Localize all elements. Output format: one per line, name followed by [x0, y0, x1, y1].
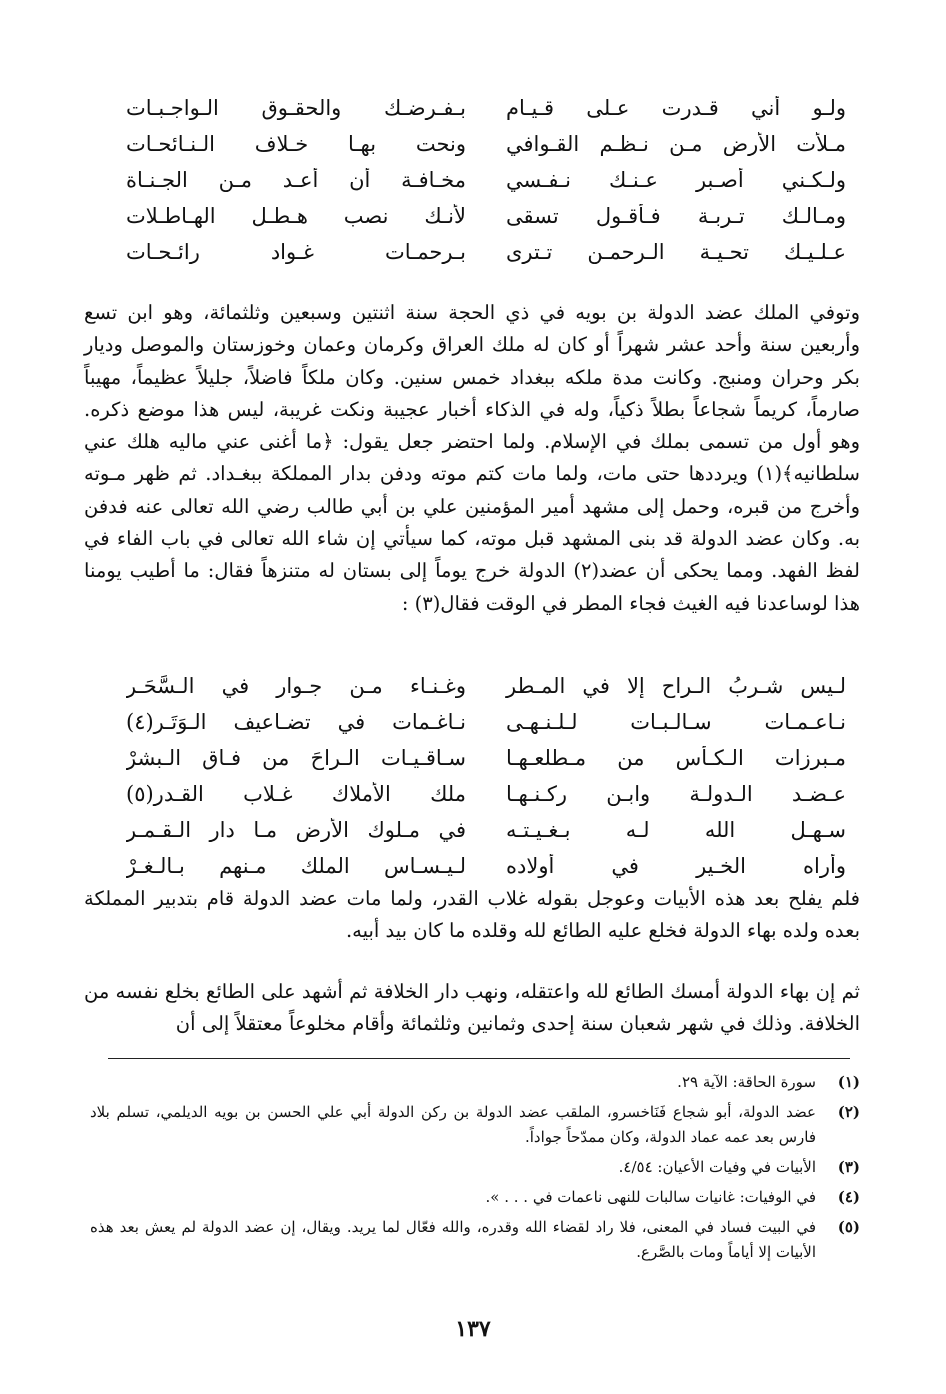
verse-second-hemistich: لأنـك نصب هـطـل الهـاطـلات: [126, 204, 466, 228]
footnote-text: سورة الحاقة: الآية ٢٩.: [677, 1073, 816, 1091]
footnote-number: (٥): [837, 1218, 860, 1236]
verse-line: [126, 704, 846, 740]
footnote-number: (٣): [837, 1158, 860, 1176]
paragraph-text: وتوفي الملك عضد الدولة بن بويه في ذي الحجة سنة اثنتين وسبعين وثلثمائة، وهو ابن تسع وأربعين سنة وأحد عشر شهراً أو كان له ملك العراق وكرمان وعمان وخوزستان والموصل وديار بكر وحران ومنبج. وكانت مدة ملكه ببغداد خمس سنين. وكان ملكاً فاضلاً، جليلاً عظيماً، مهيباً صارماً، كريماً شجاعاً بطلاً ذكياً، وله في الذكاء أخبار عجيبة ونكت غريبة، ليس هذا موضع ذكره. وهو أول من تسمى بملك في الإسلام. ولما احتضر جعل يقول: ﴿ما أغنى عني ماليه هلك عني سلطانيه﴾(١) ويرددها حتى مات، ولما مات كتم موته ودفن بدار المملكة ببغـداد. ثم ظهر مـوته وأخرج من قبره، وحمل إلى مشهد أمير المؤمنين علي بن أبي طالب رضي الله تعالى عنه فدفن به. وكان عضد الدولة قد بنى المشهد قبل موته، كما سيأتي إن شاء الله تعالى في باب الفاء في لفظ الفهد. ومما يحكى أن عضد(٢) الدولة خرج يوماً إلى بستان له متنزهاً فقال: ما أطيب يومنا هذا لوساعدنا فيه الغيث فجاء المطر في الوقت فقال(٣) :: [84, 301, 860, 615]
verse-second-hemistich: لـيـسـاس الملك مـنهم بـالـغـرْ: [126, 854, 466, 878]
verse-second-hemistich: ونحت بهـا خـلاف الـنـائحـات: [126, 132, 466, 156]
verse-second-hemistich: نـاغـمات في تضـاعيف الـوَتَـر(٤): [126, 710, 466, 734]
footnote-text: عضد الدولة، أبو شجاع فَنَاخسرو، الملقب عضد الدولة بن ركن الدولة أبي علي الحسن بن بويه الديلمي، تسلم بلاد فارس بعد عمه عماد الدولة، وكان ممدّحاً جواداً.: [90, 1103, 816, 1146]
verse-second-hemistich: بـرحمـات غـواد رائـحـات: [126, 240, 466, 264]
verse-line: [126, 740, 846, 776]
paragraph-text: فلم يفلح بعد هذه الأبيات وعوجل بقوله غلاب القدر، ولما مات عضد الدولة قام بتدبير المملكة بعده ولده بهاء الدولة فخلع عليه الطائع لله وقلده ما كان بيد أبيه.: [84, 887, 860, 943]
verse-first-hemistich: لـيس شـربُ الـراح إلا في المـطر: [506, 674, 846, 698]
verse-line: [126, 198, 846, 234]
verse-first-hemistich: عـضـد الـدولـة وابـن ركـنـهـا: [506, 782, 846, 806]
verse-first-hemistich: ولـو أني قـدرت عـلى قـيـام: [506, 96, 846, 120]
verse-line: [126, 848, 846, 884]
footnotes: [90, 1070, 860, 1270]
verse-line: [126, 776, 846, 812]
footnote: [90, 1155, 860, 1180]
verse-first-hemistich: مـلأت الأرض مـن نـظـم القـوافي: [506, 132, 846, 156]
verse-first-hemistich: نـاعـمـات سـالـبـات لـلـنـهـى: [506, 710, 846, 734]
footnote-text: في الوفيات: غانيات سالبات للنهى ناعمات في . . . ».: [485, 1188, 816, 1206]
verse-second-hemistich: ملك الأملاك غـلاب القـدر(٥): [126, 782, 466, 806]
verse-line: [126, 126, 846, 162]
poem-verses-top: [126, 90, 846, 270]
footnote-text: الأبيات في وفيات الأعيان: ٤/٥٤.: [618, 1158, 816, 1176]
verse-first-hemistich: وأراه الخـير في أولاده: [506, 854, 846, 878]
verse-line: [126, 668, 846, 704]
verse-second-hemistich: وغـنـاء مـن جـوار في الـسَّحَـر: [126, 674, 466, 698]
footnote: [90, 1070, 860, 1095]
page-number: ١٣٧: [455, 1316, 491, 1342]
footnote-text: في البيت فساد في المعنى، فلا راد لقضاء الله وقدره، والله فعّال لما يريد. ويقال، إن عضد الدولة لم يعش بعد هذه الأبيات إلا أياماً ومات بالصَّرع.: [90, 1218, 816, 1261]
verse-second-hemistich: بـفـرضـك والحقـوق الـواجـبـات: [126, 96, 466, 120]
verse-first-hemistich: عـلـيـك تحـيـة الـرحمـن تـترى: [506, 240, 846, 264]
footnote: [90, 1215, 860, 1265]
verse-first-hemistich: ولـكـني أصـبر عـنـك نـفـسي: [506, 168, 846, 192]
footnote: [90, 1185, 860, 1210]
verse-second-hemistich: مخـافـة أن أعـد مـن الجـنـاة: [126, 168, 466, 192]
verse-second-hemistich: سـاقـيـات الـراحَ من فـاق الـبشرْ: [126, 746, 466, 770]
verse-line: [126, 812, 846, 848]
prose-paragraph: [84, 976, 860, 1041]
footnote-divider: [108, 1058, 850, 1059]
footnote-number: (٢): [837, 1103, 860, 1121]
verse-line: [126, 90, 846, 126]
prose-paragraph: [84, 297, 860, 620]
verse-line: [126, 234, 846, 270]
verse-line: [126, 162, 846, 198]
footnote: [90, 1100, 860, 1150]
paragraph-text: ثم إن بهاء الدولة أمسك الطائع لله واعتقله، ونهب دار الخلافة ثم أشهد على الطائع بخلع نفسه من الخلافة. وذلك في شهر شعبان سنة إحدى وثمانين وثلثمائة وأقام مخلوعاً معتقلاً إلى أن: [84, 980, 860, 1036]
poem-verses-bottom: [126, 668, 846, 884]
footnote-number: (٤): [837, 1188, 860, 1206]
verse-first-hemistich: ومـالـك تـربـة فـأقـول تسقى: [506, 204, 846, 228]
verse-first-hemistich: سـهـل الله لـه بـغـيـتـه: [506, 818, 846, 842]
verse-first-hemistich: مـبرزات الـكـأس من مـطلعـهـا: [506, 746, 846, 770]
footnote-number: (١): [837, 1073, 860, 1091]
prose-paragraph: [84, 883, 860, 948]
verse-second-hemistich: في مـلوك الأرض مـا دار الـقـمـر: [126, 818, 466, 842]
